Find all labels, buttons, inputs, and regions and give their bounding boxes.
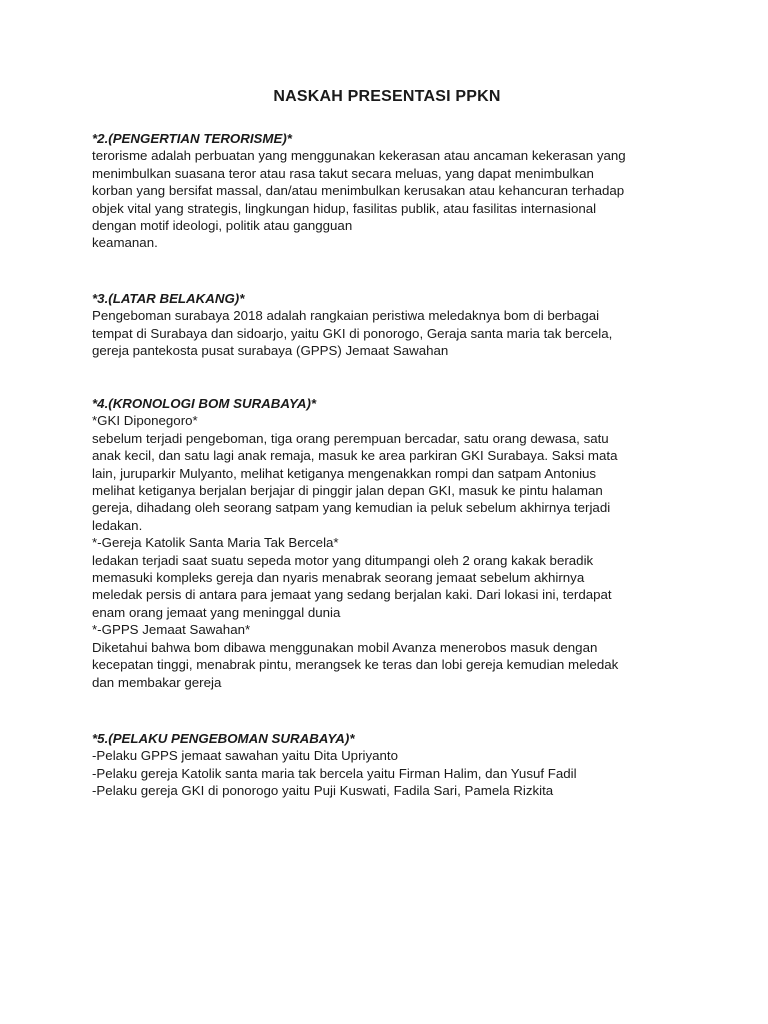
paragraph-line: -Pelaku gereja GKI di ponorogo yaitu Puji Kuswati, Fadila Sari, Pamela Rizkita [92, 783, 554, 799]
paragraph-line: -Pelaku GPPS jemaat sawahan yaitu Dita Upriyanto [92, 748, 398, 764]
paragraph-line: menimbulkan suasana teror atau rasa takut secara meluas, yang dapat menimbulkan [92, 165, 594, 181]
paragraph-line: ledakan terjadi saat suatu sepeda motor yang ditumpangi oleh 2 orang kakak beradik [92, 552, 594, 568]
paragraph-line: Pengeboman surabaya 2018 adalah rangkaian peristiwa meledaknya bom di berbagai [92, 308, 600, 324]
paragraph-line: enam orang jemaat yang meninggal dunia [92, 604, 341, 620]
paragraph-line: dengan motif ideologi, politik atau gangguan [92, 218, 353, 234]
paragraph-line: *-GPPS Jemaat Sawahan* [92, 622, 251, 638]
section-heading: *4.(KRONOLOGI BOM SURABAYA)* [92, 396, 317, 411]
section-heading: *5.(PELAKU PENGEBOMAN SURABAYA)* [92, 731, 355, 746]
paragraph-line: *-Gereja Katolik Santa Maria Tak Bercela* [92, 535, 339, 551]
section-heading: *3.(LATAR BELAKANG)* [92, 291, 245, 306]
paragraph-line: ledakan. [92, 517, 143, 533]
paragraph-line: korban yang bersifat massal, dan/atau menimbulkan kerusakan atau kehancuran terhadap [92, 183, 625, 199]
paragraph-line: gereja pantekosta pusat surabaya (GPPS) Jemaat Sawahan [92, 343, 449, 359]
paragraph-line: *GKI Diponegoro* [92, 413, 198, 429]
paragraph-line: anak kecil, dan satu lagi anak remaja, masuk ke area parkiran GKI Surabaya. Saksi mata [92, 448, 618, 464]
paragraph-line: -Pelaku gereja Katolik santa maria tak bercela yaitu Firman Halim, dan Yusuf Fadil [92, 765, 577, 781]
section-pelaku-pengeboman [92, 730, 682, 800]
section-heading: *2.(PENGERTIAN TERORISME)* [92, 131, 292, 146]
paragraph-line: sebelum terjadi pengeboman, tiga orang perempuan bercadar, satu orang dewasa, satu [92, 430, 609, 446]
paragraph-line: Diketahui bahwa bom dibawa menggunakan mobil Avanza menerobos masuk dengan [92, 639, 598, 655]
paragraph-line: meledak persis di antara para jemaat yang sedang berjalan kaki. Dari lokasi ini, terdapat [92, 587, 612, 603]
paragraph-line: memasuki kompleks gereja dan nyaris menabrak seorang jemaat sebelum akhirnya [92, 570, 585, 586]
paragraph-line: objek vital yang strategis, lingkungan hidup, fasilitas publik, atau fasilitas internasional [92, 200, 597, 216]
document-title: NASKAH PRESENTASI PPKN [273, 88, 501, 105]
section-pengertian-terorisme [92, 130, 682, 252]
paragraph-line: kecepatan tinggi, menabrak pintu, merangsek ke teras dan lobi gereja kemudian meledak [92, 657, 619, 673]
section-kronologi-bom-surabaya [92, 395, 682, 691]
paragraph-line: tempat di Surabaya dan sidoarjo, yaitu GKI di ponorogo, Geraja santa maria tak bercela, [92, 325, 613, 341]
paragraph-line: melihat ketiganya berjalan berjajar di pinggir jalan depan GKI, masuk ke pintu halaman [92, 483, 603, 499]
paragraph-line: lain, juruparkir Mulyanto, melihat ketiganya mengenakkan rompi dan satpam Antonius [92, 465, 597, 481]
paragraph-line: dan membakar gereja [92, 674, 222, 690]
paragraph-line: terorisme adalah perbuatan yang menggunakan kekerasan atau ancaman kekerasan yang [92, 148, 626, 164]
section-latar-belakang [92, 290, 682, 360]
paragraph-line: gereja, dihadang oleh seorang satpam yang kemudian ia peluk sebelum akhirnya terjadi [92, 500, 611, 516]
paragraph-line: keamanan. [92, 235, 158, 251]
